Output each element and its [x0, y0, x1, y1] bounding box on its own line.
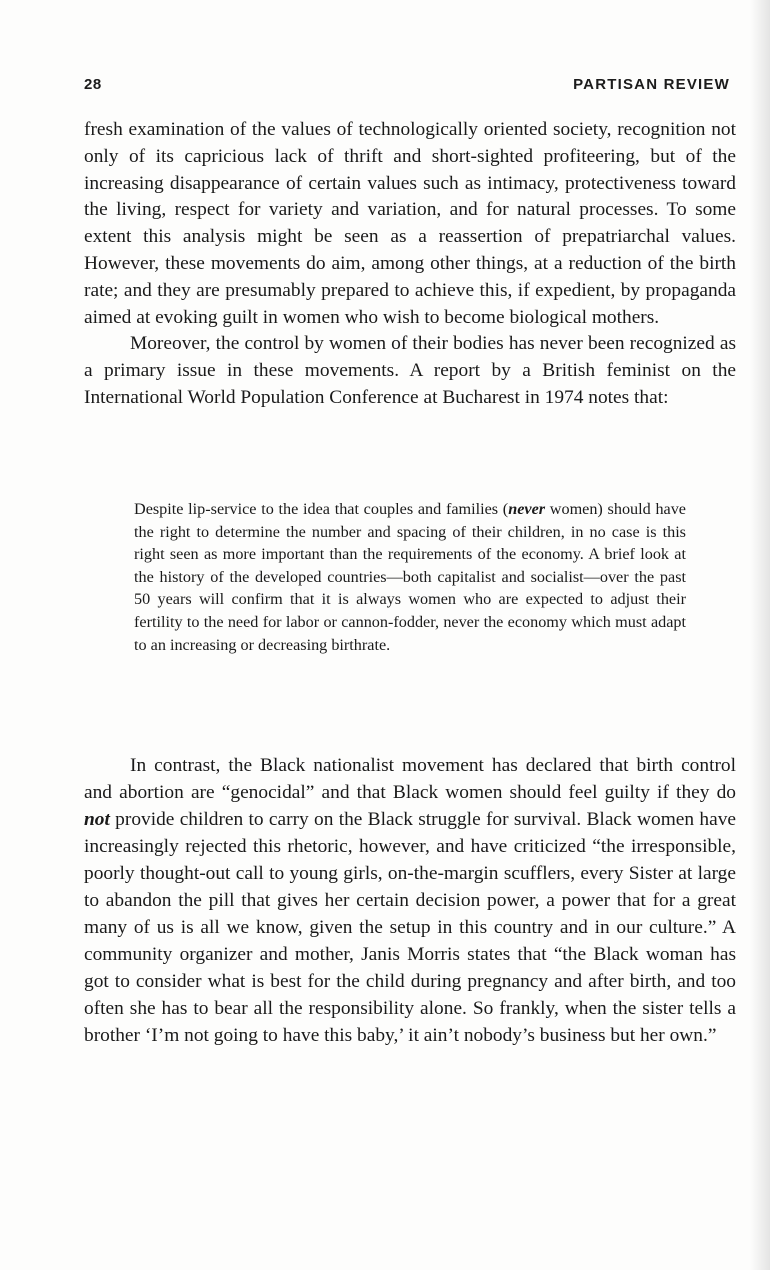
body-text-upper [84, 117, 736, 412]
page-edge-shadow [750, 0, 770, 1270]
paragraph-3-start: In contrast, the Black nationalist movement has declared that birth control and abortion are “genocidal” and that Black women should feel guilty if they do [84, 755, 736, 803]
page-number: 28 [84, 76, 102, 93]
body-text-lower [84, 752, 736, 1049]
block-quote [134, 498, 686, 656]
paragraph-3 [84, 752, 736, 1049]
block-quote-text [134, 498, 686, 656]
running-head [84, 76, 730, 96]
paragraph-2: Moreover, the control by women of their bodies has never been recognized as a primary issue in these movements. A report by a British feminist on the International World Population Conference at Bucharest in 1974 notes that: [84, 333, 736, 408]
paragraph-3-emphasis: not [84, 809, 110, 830]
quote-text-start: Despite lip-service to the idea that couples and families ( [134, 500, 509, 518]
quote-emphasis: never [508, 500, 546, 518]
paragraph-1: fresh examination of the values of technologically oriented society, recognition not only of its capricious lack of thrift and short-sighted profiteering, but of the increasing disappearance of certain values such as intimacy, protectiveness toward the living, respect for variety and variation, and for natural processes. To some extent this analysis might be seen as a reassertion of prepatriarchal values. However, these movements do aim, among other things, at a reduction of the birth rate; and they are presumably prepared to achieve this, if expedient, by propaganda aimed at evoking guilt in women who wish to become biological mothers. [84, 119, 736, 328]
journal-title: PARTISAN REVIEW [573, 76, 730, 93]
quote-text-end: women) should have the right to determine the number and spacing of their children, in no case is this right seen as more important than the requirements of the economy. A brief look at the history of the developed countries—both capitalist and socialist—over the past 50 years will confirm that it is always women who are expected to adjust their fertility to the need for labor or cannon-fodder, never the economy which must adapt to an increasing or decreasing birthrate. [134, 500, 686, 654]
paragraph-3-end: provide children to carry on the Black struggle for survival. Black women have increasingly rejected this rhetoric, however, and have criticized “the irresponsible, poorly thought-out call to young girls, on-the-margin scufflers, every Sister at large to abandon the pill that gives her certain decision power, a power that for a great many of us is all we know, given the setup in this country and in our culture.” A community organizer and mother, Janis Morris states that “the Black woman has got to consider what is best for the child during pregnancy and after birth, and too often she has to bear all the responsibility alone. So frankly, when the sister tells a brother ‘I’m not going to have this baby,’ it ain’t nobody’s business but her own.” [84, 809, 736, 1046]
